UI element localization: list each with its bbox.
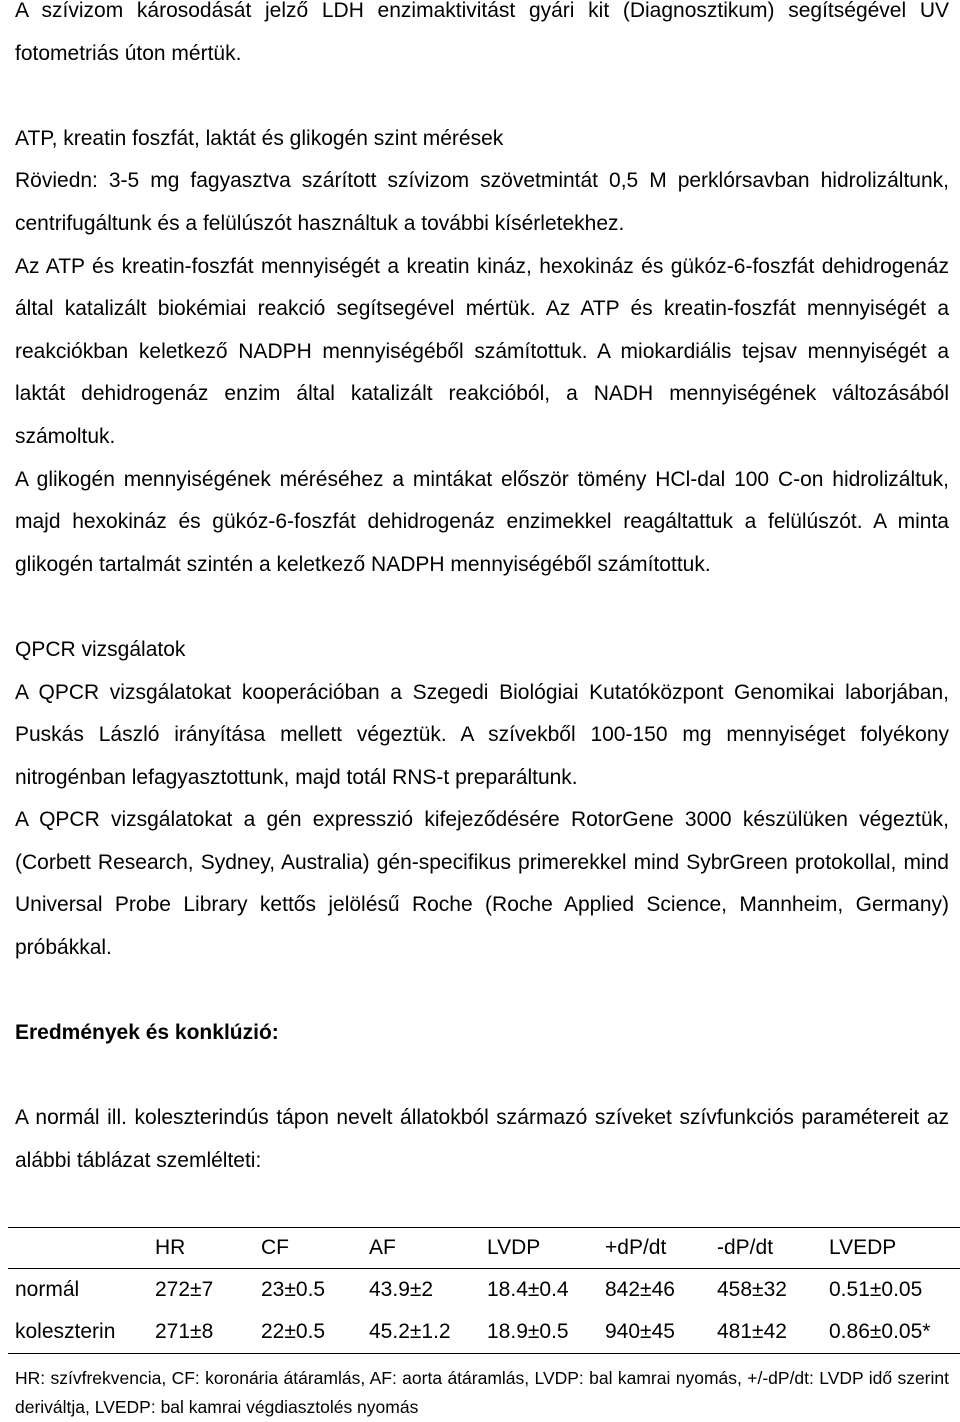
qpcr-paragraph-2: A QPCR vizsgálatokat a gén expresszió kifejeződésére RotorGene 3000 készülüken végeztük, (Corbett Research, Sydney, Australia) gén-specifikus primerekkel mind SybrGreen protokollal, mind Universal Probe Library kettős jelölésű Roche (Roche Applied Science, Mannheim, Germany) próbákkal. — [15, 808, 949, 960]
atp-paragraph-3: A glikogén mennyiségének méréséhez a mintákat először tömény HCl-dal 100 C-on hidrolizáltuk, majd hexokináz és gükóz-6-foszfát dehidrogenáz enzimekkel reagáltattuk a felülúszót. A minta glikogén tartalmát szintén a keletkező NADPH mennyiségéből számítottuk. — [15, 467, 949, 576]
document-body — [15, 0, 949, 1183]
table-cell: 272±7 — [155, 1278, 214, 1301]
table-cell: 842±46 — [605, 1278, 675, 1301]
table-cell: 23±0.5 — [261, 1278, 326, 1301]
table-cell: koleszterin — [15, 1320, 116, 1343]
table-header-row — [8, 1228, 960, 1269]
results-paragraph: A normál ill. koleszterindús tápon nevelt állatokból származó szíveket szívfunkciós paramétereit az alábbi táblázat szemlélteti: — [15, 1106, 949, 1173]
cardiac-function-table — [8, 1227, 960, 1354]
table-header-cell: LVEDP — [829, 1236, 897, 1259]
spacer — [15, 75, 949, 118]
table-cell: 45.2±1.2 — [369, 1320, 451, 1343]
spacer — [15, 970, 949, 1013]
table-cell: 22±0.5 — [261, 1320, 326, 1343]
atp-paragraph-1: Röviedn: 3-5 mg fagyasztva szárított szívizom szövetmintát 0,5 M perklórsavban hidrolizáltunk, centrifugáltunk és a felülúszót használtuk a további kísérletekhez. — [15, 169, 949, 235]
table-cell: 18.9±0.5 — [487, 1320, 569, 1343]
table-cell: 18.4±0.4 — [487, 1278, 569, 1301]
qpcr-paragraph-1: A QPCR vizsgálatokat kooperációban a Szegedi Biológiai Kutatóközpont Genomikai laborjában, Puskás László irányítása mellett végeztük. A szívekből 100-150 mg mennyiséget folyékony nitrogénban lefagyasztottunk, majd totál RNS-t preparáltunk. — [15, 680, 949, 789]
table-header-cell: LVDP — [487, 1236, 541, 1259]
spacer — [15, 1055, 949, 1098]
table-cell: 0.51±0.05 — [829, 1278, 923, 1301]
table-cell: 481±42 — [717, 1320, 787, 1343]
atp-paragraph-2: Az ATP és kreatin-foszfát mennyiségét a kreatin kináz, hexokináz és gükóz-6-foszfát dehidrogenáz által katalizált biokémiai reakció segítsegével mértük. Az ATP és kreatin-foszfát mennyiségét a reakciókban keletkező NADPH mennyiségéből számítottuk. A miokardiális tejsav mennyiségét a laktát dehidrogenáz enzim által katalizált reakcióból, a NADH mennyiségének változásából számoltuk. — [15, 254, 949, 448]
qpcr-heading: QPCR vizsgálatok — [15, 637, 186, 661]
spacer — [15, 586, 949, 629]
table-cell: 458±32 — [717, 1278, 787, 1301]
table-header-cell: -dP/dt — [717, 1236, 774, 1259]
table-row — [8, 1311, 960, 1354]
table-cell: 940±45 — [605, 1320, 675, 1343]
table-header-cell: AF — [369, 1236, 396, 1259]
table-header-cell: HR — [155, 1236, 186, 1259]
table-cell: 271±8 — [155, 1320, 214, 1343]
table-cell: 0.86±0.05* — [829, 1320, 931, 1343]
table-header-cell: CF — [261, 1236, 289, 1259]
atp-heading: ATP, kreatin foszfát, laktát és glikogén szint mérések — [15, 126, 504, 150]
ldh-paragraph: A szívizom károsodását jelző LDH enzimaktivitást gyári kit (Diagnosztikum) segítségével UV fotometriás úton mértük. — [15, 0, 949, 65]
table-header-cell: +dP/dt — [605, 1236, 667, 1259]
results-heading: Eredmények és konklúzió: — [15, 1021, 279, 1045]
table-cell: normál — [15, 1278, 80, 1301]
table-footnote: HR: szívfrekvencia, CF: koronária átáramlás, AF: aorta átáramlás, LVDP: bal kamrai nyomás, +/-dP/dt: LVDP idő szerint deriváltja, LVEDP: bal kamrai végdiasztolés nyomás — [15, 1368, 949, 1417]
table-cell: 43.9±2 — [369, 1278, 434, 1301]
table-row — [8, 1269, 960, 1312]
table-header-cell — [8, 1228, 155, 1269]
